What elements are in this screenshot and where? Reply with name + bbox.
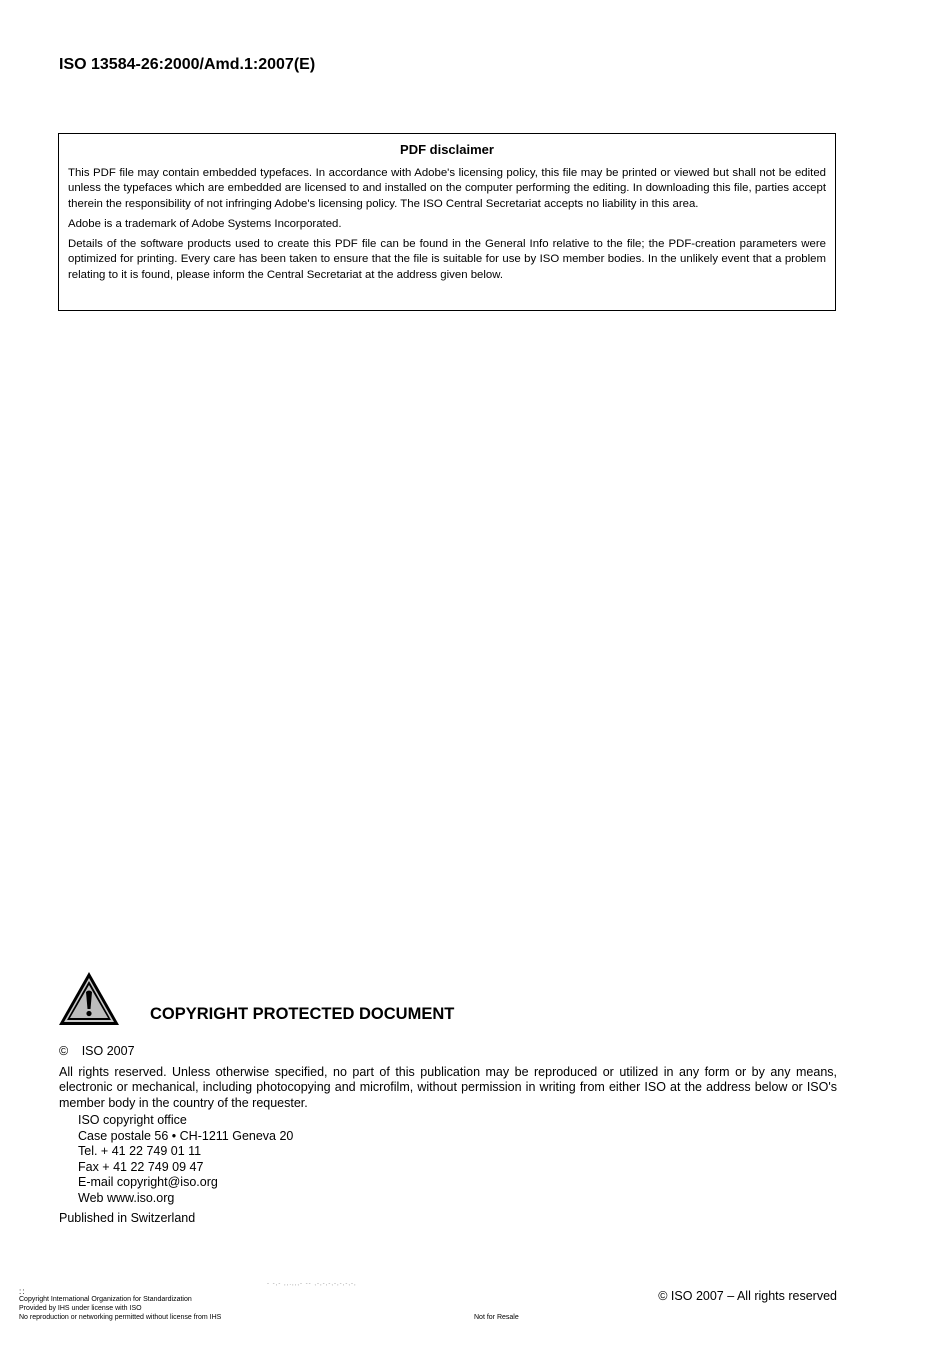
footer-line-provided: Provided by IHS under license with ISO bbox=[19, 1305, 142, 1312]
copyright-year: ISO 2007 bbox=[81, 1044, 135, 1058]
copyright-heading: COPYRIGHT PROTECTED DOCUMENT bbox=[150, 1005, 455, 1023]
rights-text: All rights reserved. Unless otherwise specified, no part of this publication may be reproduced or utilized in any form or by any means, electronic or mechanical, including photocopying and microfilm, without permission in writing from either ISO at the address below or ISO's member body in the country of the requester. bbox=[59, 1064, 837, 1110]
copyright-symbol: © bbox=[59, 1044, 69, 1058]
document-id: ISO 13584-26:2000/Amd.1:2007(E) bbox=[59, 56, 316, 73]
faint-watermark-strip: - -,- ,,.,,,- -- ,-,-,-,-,-,-,-, bbox=[267, 1281, 357, 1287]
not-for-resale: Not for Resale bbox=[474, 1314, 519, 1321]
disclaimer-paragraph-trademark: Adobe is a trademark of Adobe Systems Incorporated. bbox=[68, 217, 342, 230]
address-web: Web www.iso.org bbox=[78, 1190, 175, 1205]
address-tel: Tel. + 41 22 749 01 11 bbox=[78, 1144, 202, 1158]
disclaimer-paragraph-typefaces: This PDF file may contain embedded typefaces. In accordance with Adobe's licensing policy, this file may be printed or viewed but shall not be edited unless the typefaces which are embedded are licensed to and installed on the computer performing the editing. In downloading this file, parties accept therein the responsibility of not infringing Adobe's licensing policy. The ISO Central Secretariat accepts no liability in this area. bbox=[68, 167, 826, 210]
footer-license-notice bbox=[19, 1289, 221, 1322]
iso-address bbox=[78, 1113, 837, 1206]
copyright-block bbox=[59, 1044, 837, 1227]
address-postal: Case postale 56 • CH-1211 Geneva 20 bbox=[78, 1128, 294, 1143]
footer-copyright: © ISO 2007 – All rights reserved bbox=[658, 1289, 837, 1303]
warning-triangle-icon bbox=[57, 970, 121, 1027]
pdf-disclaimer-box bbox=[58, 133, 836, 311]
footer-line-copyright: Copyright International Organization for Standardization bbox=[19, 1296, 192, 1303]
copyright-year-line bbox=[59, 1044, 837, 1060]
published-line: Published in Switzerland bbox=[59, 1211, 196, 1225]
address-fax: Fax + 41 22 749 09 47 bbox=[78, 1159, 204, 1174]
address-office: ISO copyright office bbox=[78, 1113, 187, 1127]
footer-dots-mark: :: bbox=[19, 1287, 26, 1296]
address-email: E-mail copyright@iso.org bbox=[78, 1175, 218, 1189]
footer-line-reproduction: No reproduction or networking permitted without license from IHS bbox=[19, 1314, 222, 1321]
disclaimer-paragraph-details: Details of the software products used to create this PDF file can be found in the General Info relative to the file; the PDF-creation parameters were optimized for printing. Every care has been taken to ensure that the file is suitable for use by ISO member bodies. In the unlikely event that a problem relating to it is found, please inform the Central Secretariat at the address given below. bbox=[68, 238, 826, 281]
disclaimer-title: PDF disclaimer bbox=[400, 142, 494, 157]
